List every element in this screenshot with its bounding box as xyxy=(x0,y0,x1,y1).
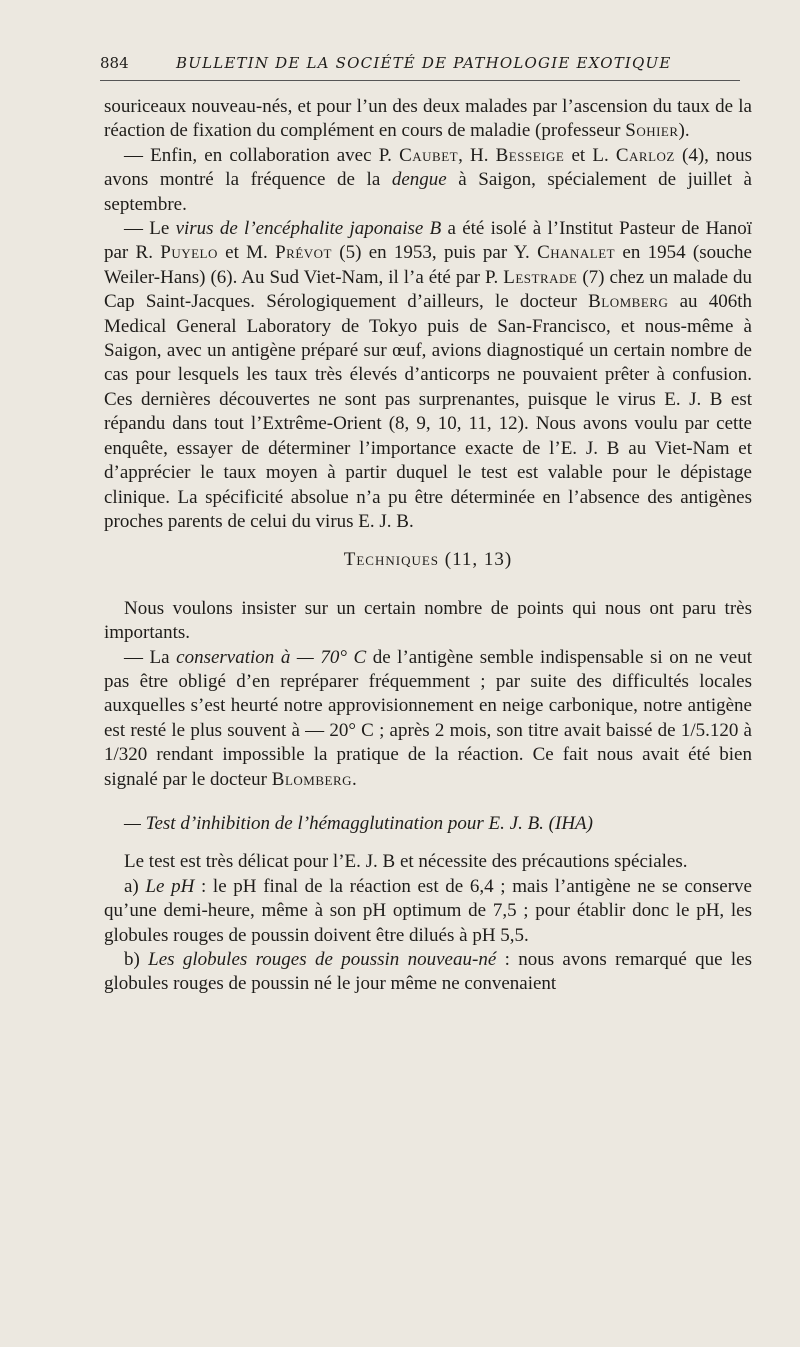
author-name: Sohier xyxy=(625,120,679,142)
article-body xyxy=(104,95,752,997)
paragraph: — Enfin, en collaboration avec P. Caubet, H. Besseige et L. Carloz (4), nous avons montré la fréquence de la dengue à Saigon, spécialement de juillet à septembre. xyxy=(104,144,752,215)
author-name: Lestrade xyxy=(503,266,578,288)
running-title: BULLETIN DE LA SOCIÉTÉ DE PATHOLOGIE EXOTIQUE xyxy=(176,54,672,72)
paragraph: — Le virus de l’encéphalite japonaise B a été isolé à l’Institut Pasteur de Hanoï par R. Puyelo et M. Prévot (5) en 1953, puis par Y. Chanalet en 1954 (souche Weiler-Hans) (6). Au Sud Viet-Nam, il l’a été par P. Lestrade (7) chez un malade du Cap Saint-Jacques. Sérologiquement d’ailleurs, le docteur Blomberg au 406th Medical General Laboratory de Tokyo puis de San-Francisco, et nous-même à Saigon, avec un antigène préparé sur œuf, avions diagnostiqué un certain nombre de cas pour lesquels les taux très élevés d’anticorps ne pouvaient prêter à confusion. Ces dernières découvertes ne sont pas surprenantes, puisque le virus E. J. B est répandu dans tout l’Extrême-Orient (8, 9, 10, 11, 12). Nous avons voulu par cette enquête, essayer de déterminer l’importance exacte de l’E. J. B au Viet-Nam et d’apprécier le taux moyen à partir duquel le test est valable pour le dépistage clinique. La spécificité absolue n’a pu être déterminée en l’absence des antigènes proches parents de celui du virus E. J. B. xyxy=(104,218,753,532)
author-name: Blomberg xyxy=(588,291,669,313)
running-header xyxy=(100,52,740,81)
author-name: Puyelo xyxy=(160,242,218,264)
section-title: Techniques (11, 13) xyxy=(343,549,513,571)
author-name: Besseige xyxy=(495,144,565,166)
paragraph: b) Les globules rouges de poussin nouveau-né : nous avons remarqué que les globules rouges de poussin né le jour même ne convenaient xyxy=(104,949,753,995)
paragraph: souriceaux nouveau-nés, et pour l’un des deux malades par l’ascension du taux de la réaction de fixation du complément en cours de maladie (professeur Sohier). xyxy=(104,96,752,142)
subsection-heading: — Test d’inhibition de l’hémagglutination pour E. J. B. (IHA) xyxy=(124,812,593,834)
paragraph: a) Le pH : le pH final de la réaction est de 6,4 ; mais l’antigène ne se conserve qu’une demi-heure, même à son pH optimum de 7,5 ; pour établir donc le pH, les globules rouges de poussin doivent être dilués à pH 5,5. xyxy=(104,875,752,946)
author-name: Chanalet xyxy=(537,242,616,264)
page-number: 884 xyxy=(100,54,129,72)
paragraph: Nous voulons insister sur un certain nombre de points qui nous ont paru très importants. xyxy=(104,597,752,644)
author-name: Blomberg xyxy=(271,768,352,790)
paragraph: — La conservation à — 70° C de l’antigène semble indispensable si on ne veut pas être obligé d’en repréparer fréquemment ; par suite des difficultés locales auxquelles s’est heurté notre approvisionnement en neige carbonique, notre antigène est resté le plus souvent à — 20° C ; après 2 mois, son titre avait baissé de 1/5.120 à 1/320 rendant impossible la pratique de la réaction. Ce fait nous avait été bien signalé par le docteur Blomberg. xyxy=(104,646,752,790)
paragraph: Le test est très délicat pour l’E. J. B et nécessite des précautions spéciales. xyxy=(124,851,688,873)
author-name: Carloz xyxy=(615,144,675,166)
author-name: Caubet xyxy=(399,144,459,166)
author-name: Prévot xyxy=(275,242,332,264)
